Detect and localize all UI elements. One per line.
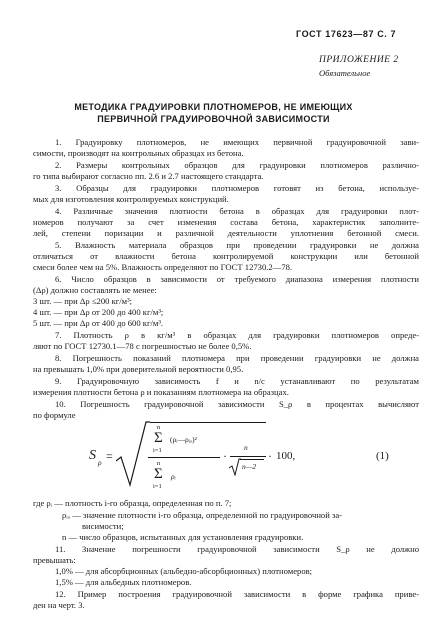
appendix-label: ПРИЛОЖЕНИЕ 2	[319, 55, 399, 65]
count-line: 3 шт. — при Δρ ≤200 кг/м³;	[33, 296, 133, 306]
para-7-line: 7. Плотность ρ в кг/м³ в образцах для градуировки плотномеров опреде-	[55, 330, 419, 340]
frac2-denominator: n—2	[242, 462, 257, 471]
para-5-line: смеси более чем на 5%. Влажность определяют по ГОСТ 12730.2—78.	[33, 262, 293, 272]
count-line: 4 шт. — при Δρ от 200 до 400 кг/м³;	[33, 307, 164, 317]
def-line: n — число образцов, испытанных для установления градуировки.	[62, 532, 304, 542]
para-4-line: лей, степени поризации и различной деятельности уплотнения бетонной смеси.	[33, 228, 419, 238]
para-5-line: 5. Влажность материала образцов при проведении градуировки не должна	[55, 240, 419, 250]
para-12-line: ден на черт. 3.	[33, 600, 85, 610]
para-6-line: (Δρ) должно составлять не менее:	[33, 285, 157, 295]
para-2-line: 2. Размеры контрольных образцов для градуировки плотномеров различно-	[55, 160, 419, 170]
sum-upper-limit: n	[157, 424, 161, 431]
def-line: висимости;	[82, 521, 124, 531]
para-2-line: го типа выбирают согласно пп. 2.6 и 2.7 настоящего стандарта.	[33, 171, 264, 181]
formula-equals: =	[106, 449, 113, 463]
sqrt-small-overline	[240, 459, 264, 460]
para-7-line: ляют по ГОСТ 12730.1—78 с погрешностью не более 0,5%.	[33, 341, 252, 351]
para-1-line: симости, производят на контрольных образцах из бетона.	[33, 148, 244, 158]
sum-lower-limit: i=1	[153, 447, 162, 454]
appendix-status: Обязательное	[319, 68, 371, 78]
para-11-line: превышать:	[33, 555, 76, 565]
para-5-line: отличаться от влажности бетона контролируемой конструкции или бетонной	[33, 251, 419, 261]
para-11-line: 11. Значение погрешности градуировочной зависимости S_ρ не должно	[55, 544, 419, 554]
para-4-line: номеров получают за счет изменения состава бетона, характеристик заполните-	[33, 217, 419, 227]
def-line: где ρᵢ — плотность i-го образца, определенная по п. 7;	[33, 498, 232, 508]
count-line: 5 шт. — при Δρ от 400 до 600 кг/м³.	[33, 318, 164, 328]
denominator-term: ρᵢ	[171, 472, 176, 481]
para-8-line: на превышать 1,0% при доверительной вероятности 0,95.	[33, 364, 244, 374]
sqrt-icon	[116, 421, 150, 487]
para-10-line: по формуле	[33, 410, 76, 420]
frac2-numerator: n	[244, 443, 248, 452]
section-title-line2: ПЕРВИЧНОЙ ГРАДУИРОВОЧНОЙ ЗАВИСИМОСТИ	[97, 114, 330, 124]
formula-lhs-sub: ρ	[98, 458, 102, 467]
sum-upper-limit: n	[157, 460, 161, 467]
sum-symbol: Σ	[154, 466, 163, 482]
para-9-line: 9. Градуировочную зависимость f и n/c устанавливают по результатам	[55, 376, 419, 386]
para-10-line: 10. Погрешность градуировочной зависимости S_ρ в процентах вычисляют	[55, 399, 419, 409]
para-1-line: 1. Градуировку плотномеров, не имеющих первичной градуировочной зави-	[55, 137, 419, 147]
para-12-line: 12. Пример построения градуировочной зависимости в форме графика приве-	[55, 589, 419, 599]
def-line: ρᵢₒ — значение плотности i-го образца, определенной по градуировочной за-	[62, 510, 343, 520]
para-9-line: измерения плотности бетона ρ и показаниям плотномера на образцах.	[33, 387, 289, 397]
para-6-line: 6. Число образцов в зависимости от требуемого диапазона измерения плотности	[55, 274, 419, 284]
sqrt-small-icon	[229, 458, 241, 476]
formula-dot: ·	[268, 449, 272, 463]
fraction-bar	[148, 457, 220, 458]
section-title-line1: МЕТОДИКА ГРАДУИРОВКИ ПЛОТНОМЕРОВ, НЕ ИМЕЮЩИХ	[74, 102, 353, 112]
sum-symbol: Σ	[154, 430, 163, 446]
para-3-line: 3. Образцы для градуировки плотномеров готовят из бетона, используе-	[55, 183, 419, 193]
sqrt-overline	[150, 422, 266, 423]
formula-number: (1)	[376, 450, 389, 462]
frac2-bar	[230, 456, 266, 457]
standard-header: ГОСТ 17623—87 С. 7	[296, 29, 397, 39]
para-4-line: 4. Различные значения плотности бетона в образцах для градуировки плот-	[55, 206, 419, 216]
limit-line: 1,5% — для альбедных плотномеров.	[55, 577, 192, 587]
limit-line: 1,0% — для абсорбционных (альбедно-абсорбционных) плотномеров;	[55, 566, 313, 576]
sum-lower-limit: i=1	[153, 483, 162, 490]
formula-lhs: S	[89, 448, 96, 463]
para-3-line: мых для изготовления контролируемых конструкций.	[33, 194, 229, 204]
numerator-term: (ρᵢ—ρᵢₒ)²	[170, 435, 197, 444]
para-8-line: 8. Погрешность показаний плотномера при проведении градуировки не должна	[55, 353, 419, 363]
formula-dot: ·	[223, 449, 227, 463]
formula-tail: 100,	[276, 450, 296, 462]
